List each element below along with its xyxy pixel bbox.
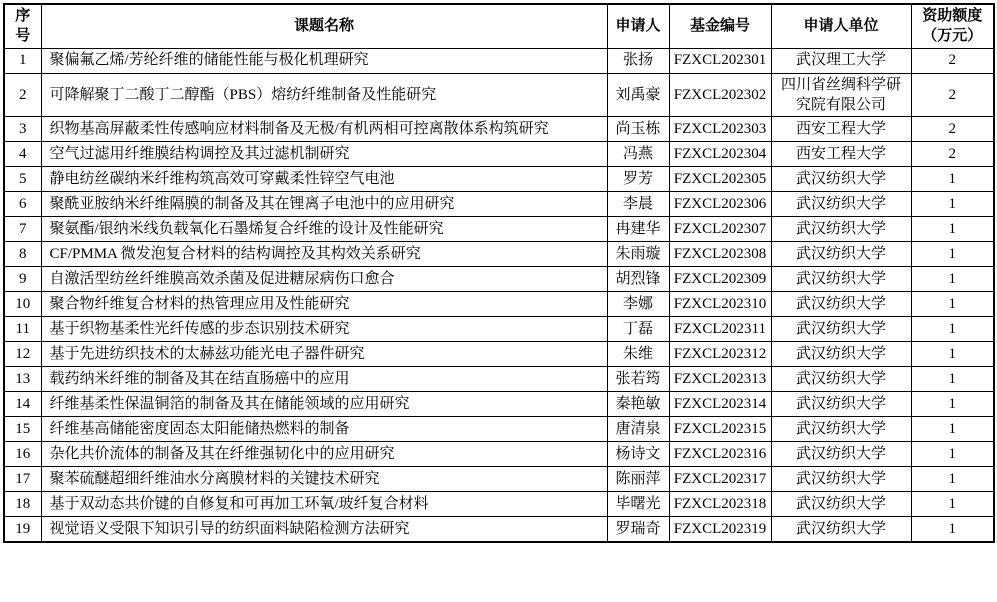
cell-title: 织物基高屏蔽柔性传感响应材料制备及无极/有机两相可控离散体系构筑研究 bbox=[41, 117, 607, 142]
cell-title: 基于双动态共价键的自修复和可再加工环氧/玻纤复合材料 bbox=[41, 492, 607, 517]
table-row bbox=[4, 117, 994, 142]
cell-amount: 2 bbox=[911, 142, 994, 167]
cell-title: CF/PMMA 微发泡复合材料的结构调控及其构效关系研究 bbox=[41, 242, 607, 267]
cell-applicant: 李晨 bbox=[607, 192, 669, 217]
table-row bbox=[4, 292, 994, 317]
cell-institution: 西安工程大学 bbox=[771, 142, 911, 167]
cell-applicant: 冉建华 bbox=[607, 217, 669, 242]
cell-institution: 四川省丝绸科学研究院有限公司 bbox=[771, 73, 911, 117]
cell-no: 12 bbox=[4, 342, 41, 367]
cell-fund-no: FZXCL202304 bbox=[669, 142, 771, 167]
cell-amount: 1 bbox=[911, 467, 994, 492]
table-row bbox=[4, 442, 994, 467]
cell-no: 9 bbox=[4, 267, 41, 292]
cell-no: 14 bbox=[4, 392, 41, 417]
cell-institution: 武汉纺织大学 bbox=[771, 317, 911, 342]
cell-no: 11 bbox=[4, 317, 41, 342]
cell-fund-no: FZXCL202315 bbox=[669, 417, 771, 442]
cell-applicant: 冯燕 bbox=[607, 142, 669, 167]
table-row bbox=[4, 417, 994, 442]
cell-amount: 1 bbox=[911, 492, 994, 517]
table-row bbox=[4, 317, 994, 342]
cell-applicant: 刘禹豪 bbox=[607, 73, 669, 117]
cell-fund-no: FZXCL202318 bbox=[669, 492, 771, 517]
cell-fund-no: FZXCL202303 bbox=[669, 117, 771, 142]
cell-title: 杂化共价流体的制备及其在纤维强韧化中的应用研究 bbox=[41, 442, 607, 467]
cell-fund-no: FZXCL202313 bbox=[669, 367, 771, 392]
cell-amount: 1 bbox=[911, 417, 994, 442]
table-row bbox=[4, 367, 994, 392]
cell-fund-no: FZXCL202317 bbox=[669, 467, 771, 492]
cell-fund-no: FZXCL202302 bbox=[669, 73, 771, 117]
cell-no: 18 bbox=[4, 492, 41, 517]
table-row bbox=[4, 342, 994, 367]
table-row bbox=[4, 142, 994, 167]
cell-no: 17 bbox=[4, 467, 41, 492]
cell-amount: 1 bbox=[911, 192, 994, 217]
table-row bbox=[4, 217, 994, 242]
cell-fund-no: FZXCL202316 bbox=[669, 442, 771, 467]
cell-title: 基于先进纺织技术的太赫兹功能光电子器件研究 bbox=[41, 342, 607, 367]
cell-no: 7 bbox=[4, 217, 41, 242]
cell-title: 自激活型纺丝纤维膜高效杀菌及促进糖尿病伤口愈合 bbox=[41, 267, 607, 292]
cell-institution: 武汉纺织大学 bbox=[771, 292, 911, 317]
cell-fund-no: FZXCL202319 bbox=[669, 517, 771, 542]
cell-no: 2 bbox=[4, 73, 41, 117]
cell-institution: 武汉纺织大学 bbox=[771, 467, 911, 492]
cell-fund-no: FZXCL202312 bbox=[669, 342, 771, 367]
cell-fund-no: FZXCL202306 bbox=[669, 192, 771, 217]
cell-institution: 武汉纺织大学 bbox=[771, 517, 911, 542]
cell-title: 空气过滤用纤维膜结构调控及其过滤机制研究 bbox=[41, 142, 607, 167]
table-row bbox=[4, 73, 994, 117]
cell-institution: 武汉纺织大学 bbox=[771, 217, 911, 242]
cell-fund-no: FZXCL202307 bbox=[669, 217, 771, 242]
cell-amount: 1 bbox=[911, 517, 994, 542]
column-header-applicant: 申请人 bbox=[607, 4, 669, 48]
table-row bbox=[4, 48, 994, 73]
cell-no: 4 bbox=[4, 142, 41, 167]
table-body bbox=[4, 48, 994, 542]
cell-applicant: 罗芳 bbox=[607, 167, 669, 192]
cell-fund-no: FZXCL202310 bbox=[669, 292, 771, 317]
cell-amount: 1 bbox=[911, 242, 994, 267]
table-row bbox=[4, 192, 994, 217]
cell-applicant: 丁磊 bbox=[607, 317, 669, 342]
column-header-no: 序号 bbox=[4, 4, 41, 48]
cell-amount: 1 bbox=[911, 317, 994, 342]
cell-applicant: 陈丽萍 bbox=[607, 467, 669, 492]
cell-amount: 2 bbox=[911, 48, 994, 73]
cell-title: 聚氨酯/银纳米线负载氧化石墨烯复合纤维的设计及性能研究 bbox=[41, 217, 607, 242]
cell-amount: 1 bbox=[911, 442, 994, 467]
table-header bbox=[4, 4, 994, 48]
cell-title: 聚苯硫醚超细纤维油水分离膜材料的关键技术研究 bbox=[41, 467, 607, 492]
cell-title: 聚偏氟乙烯/芳纶纤维的储能性能与极化机理研究 bbox=[41, 48, 607, 73]
cell-title: 可降解聚丁二酸丁二醇酯（PBS）熔纺纤维制备及性能研究 bbox=[41, 73, 607, 117]
cell-no: 13 bbox=[4, 367, 41, 392]
cell-institution: 武汉纺织大学 bbox=[771, 367, 911, 392]
cell-no: 8 bbox=[4, 242, 41, 267]
table-row bbox=[4, 242, 994, 267]
cell-applicant: 张扬 bbox=[607, 48, 669, 73]
cell-amount: 1 bbox=[911, 167, 994, 192]
cell-amount: 1 bbox=[911, 267, 994, 292]
table-row bbox=[4, 267, 994, 292]
cell-amount: 1 bbox=[911, 292, 994, 317]
cell-amount: 1 bbox=[911, 392, 994, 417]
funding-projects-table bbox=[3, 3, 995, 543]
cell-institution: 西安工程大学 bbox=[771, 117, 911, 142]
cell-institution: 武汉纺织大学 bbox=[771, 267, 911, 292]
cell-applicant: 胡烈锋 bbox=[607, 267, 669, 292]
table-row bbox=[4, 392, 994, 417]
cell-no: 6 bbox=[4, 192, 41, 217]
cell-institution: 武汉纺织大学 bbox=[771, 342, 911, 367]
column-header-title: 课题名称 bbox=[41, 4, 607, 48]
cell-applicant: 朱雨璇 bbox=[607, 242, 669, 267]
cell-fund-no: FZXCL202314 bbox=[669, 392, 771, 417]
cell-title: 聚酰亚胺纳米纤维隔膜的制备及其在锂离子电池中的应用研究 bbox=[41, 192, 607, 217]
cell-institution: 武汉纺织大学 bbox=[771, 492, 911, 517]
cell-amount: 1 bbox=[911, 217, 994, 242]
cell-title: 纤维基柔性保温铜箔的制备及其在储能领域的应用研究 bbox=[41, 392, 607, 417]
cell-no: 1 bbox=[4, 48, 41, 73]
header-row bbox=[4, 4, 994, 48]
cell-applicant: 唐清泉 bbox=[607, 417, 669, 442]
column-header-institution: 申请人单位 bbox=[771, 4, 911, 48]
cell-amount: 2 bbox=[911, 73, 994, 117]
cell-amount: 1 bbox=[911, 342, 994, 367]
cell-title: 静电纺丝碳纳米纤维构筑高效可穿戴柔性锌空气电池 bbox=[41, 167, 607, 192]
cell-title: 视觉语义受限下知识引导的纺织面料缺陷检测方法研究 bbox=[41, 517, 607, 542]
table-row bbox=[4, 467, 994, 492]
cell-applicant: 秦艳敏 bbox=[607, 392, 669, 417]
cell-title: 纤维基高储能密度固态太阳能储热燃料的制备 bbox=[41, 417, 607, 442]
cell-institution: 武汉纺织大学 bbox=[771, 442, 911, 467]
cell-title: 聚合物纤维复合材料的热管理应用及性能研究 bbox=[41, 292, 607, 317]
cell-applicant: 李娜 bbox=[607, 292, 669, 317]
cell-applicant: 毕曙光 bbox=[607, 492, 669, 517]
cell-applicant: 朱维 bbox=[607, 342, 669, 367]
cell-fund-no: FZXCL202305 bbox=[669, 167, 771, 192]
table-row bbox=[4, 517, 994, 542]
cell-no: 15 bbox=[4, 417, 41, 442]
cell-applicant: 罗瑞奇 bbox=[607, 517, 669, 542]
cell-fund-no: FZXCL202309 bbox=[669, 267, 771, 292]
cell-institution: 武汉纺织大学 bbox=[771, 417, 911, 442]
cell-fund-no: FZXCL202311 bbox=[669, 317, 771, 342]
cell-no: 10 bbox=[4, 292, 41, 317]
table-row bbox=[4, 167, 994, 192]
column-header-fund-no: 基金编号 bbox=[669, 4, 771, 48]
cell-no: 3 bbox=[4, 117, 41, 142]
cell-institution: 武汉纺织大学 bbox=[771, 392, 911, 417]
cell-no: 5 bbox=[4, 167, 41, 192]
cell-institution: 武汉纺织大学 bbox=[771, 192, 911, 217]
cell-title: 载药纳米纤维的制备及其在结直肠癌中的应用 bbox=[41, 367, 607, 392]
cell-applicant: 杨诗文 bbox=[607, 442, 669, 467]
column-header-amount: 资助额度（万元） bbox=[911, 4, 994, 48]
cell-institution: 武汉纺织大学 bbox=[771, 167, 911, 192]
cell-fund-no: FZXCL202301 bbox=[669, 48, 771, 73]
cell-institution: 武汉理工大学 bbox=[771, 48, 911, 73]
cell-amount: 2 bbox=[911, 117, 994, 142]
cell-title: 基于织物基柔性光纤传感的步态识别技术研究 bbox=[41, 317, 607, 342]
cell-amount: 1 bbox=[911, 367, 994, 392]
cell-fund-no: FZXCL202308 bbox=[669, 242, 771, 267]
cell-applicant: 尚玉栋 bbox=[607, 117, 669, 142]
cell-institution: 武汉纺织大学 bbox=[771, 242, 911, 267]
table-row bbox=[4, 492, 994, 517]
cell-no: 16 bbox=[4, 442, 41, 467]
cell-applicant: 张若筠 bbox=[607, 367, 669, 392]
cell-no: 19 bbox=[4, 517, 41, 542]
